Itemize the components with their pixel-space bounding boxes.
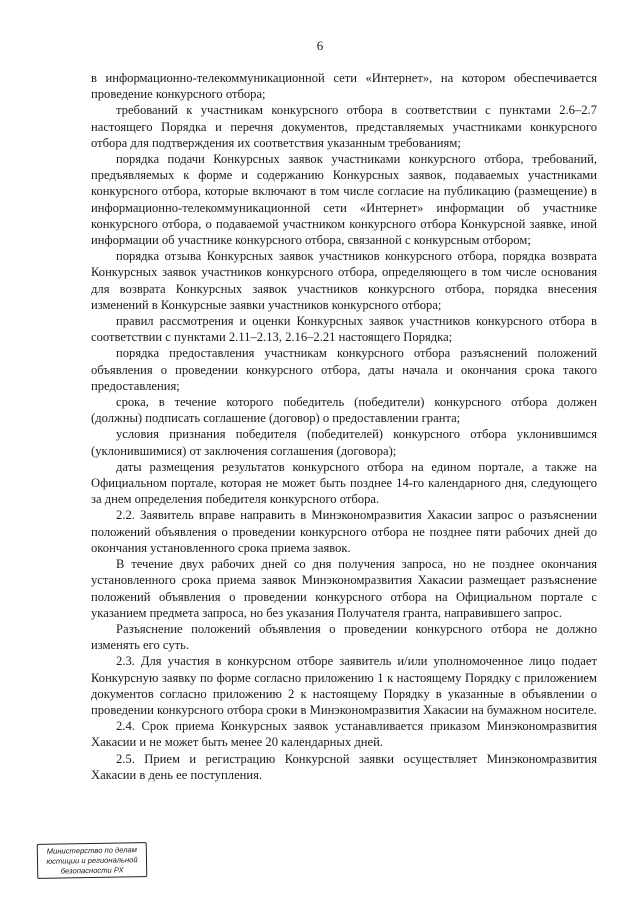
paragraph: В течение двух рабочих дней со дня получения запроса, но не позднее окончания установленного срока приема заявок Минэкономразвития Хакасии размещает разъяснение положений объявления о проведении конкурсного отбора на Официальном портале с указанием предмета запроса, но без указания Получателя гранта, направившего запрос. (91, 557, 597, 620)
document-body (91, 70, 597, 783)
page-number: 6 (316, 38, 324, 53)
paragraph: Разъяснение положений объявления о проведении конкурсного отбора не должно изменять его суть. (91, 621, 597, 653)
paragraph: 2.4. Срок приема Конкурсных заявок устанавливается приказом Минэкономразвития Хакасии и не может быть менее 20 календарных дней. (91, 719, 597, 750)
paragraph: 2.5. Прием и регистрацию Конкурсной заявки осуществляет Минэкономразвития Хакасии в день ее поступления. (91, 751, 597, 782)
paragraph: условия признания победителя (победителей) конкурсного отбора уклонившимся (уклонившимися) от заключения соглашения (договора); (91, 427, 597, 458)
paragraph: 2.2. Заявитель вправе направить в Минэкономразвития Хакасии запрос о разъяснении положений объявления о проведении конкурсного отбора не позднее пяти рабочих дней до окончания установленного срока приема заявок. (91, 508, 597, 555)
ministry-stamp (37, 842, 148, 879)
paragraph: срока, в течение которого победитель (победители) конкурсного отбора должен (должны) подписать соглашение (договор) о предоставлении гранта; (91, 395, 597, 426)
paragraph: порядка отзыва Конкурсных заявок участников конкурсного отбора, порядка возврата Конкурсных заявок участников конкурсного отбора, определяющего в том числе основания для возврата Конкурсных заявок участников конкурсного отбора, порядка внесения изменений в Конкурсные заявки участников конкурсного отбора; (91, 249, 597, 312)
paragraph: 2.3. Для участия в конкурсном отборе заявитель и/или уполномоченное лицо подает Конкурсную заявку по форме согласно приложению 1 к настоящему Порядку с приложением документов согласно приложению 2 к настоящему Порядку в указанные в объявлении о проведении конкурсного отбора сроки в Минэкономразвития Хакасии на бумажном носителе. (91, 654, 597, 717)
paragraph: правил рассмотрения и оценки Конкурсных заявок участников конкурсного отбора в соответствии с пунктами 2.11–2.13, 2.16–2.21 настоящего Порядка; (91, 314, 597, 345)
paragraph: в информационно-телекоммуникационной сети «Интернет», на котором обеспечивается проведение конкурсного отбора; (91, 71, 597, 102)
paragraph: даты размещения результатов конкурсного отбора на едином портале, а также на Официальном портале, которая не может быть позднее 14-го календарного дня, следующего за днем определения победителя конкурсного отбора. (91, 459, 597, 507)
stamp-line: Министерство по делам (46, 845, 137, 856)
stamp-line: юстиции и региональной (46, 855, 138, 866)
paragraph: порядка предоставления участникам конкурсного отбора разъяснений положений объявления о проведении конкурсного отбора, даты начала и окончания срока такого предоставления; (91, 346, 597, 393)
paragraph: порядка подачи Конкурсных заявок участниками конкурсного отбора, требований, предъявляемых к форме и содержанию Конкурсных заявок, подаваемых участниками конкурсного отбора, которые включают в том числе согласие на публикацию (размещение) в информационно-телекоммуникационной сети «Интернет» информации об участнике конкурсного отбора, о подаваемой участником конкурсного отбора Конкурсной заявке, иной информации об участнике конкурсного отбора, связанной с конкурсным отбором; (91, 152, 597, 248)
stamp-line: безопасности РХ (60, 865, 124, 876)
paragraph: требований к участникам конкурсного отбора в соответствии с пунктами 2.6–2.7 настоящего Порядка и перечня документов, представляемых участниками конкурсного отбора для подтверждения их соответствия указанным требованиям; (91, 103, 597, 150)
